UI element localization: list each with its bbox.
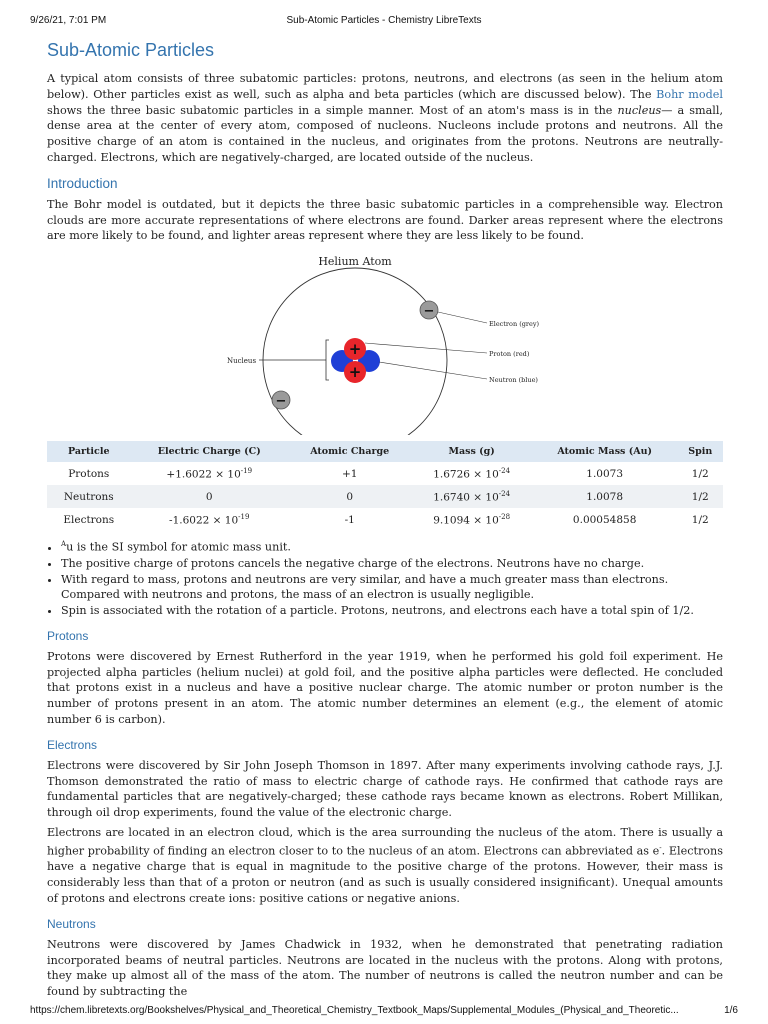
col-mass: Mass (g)	[411, 441, 531, 462]
mass-base: 9.1094 × 10	[433, 514, 499, 527]
intro-text-1: A typical atom consists of three subatomic particles: protons, neutrons, and electrons (as seen in the helium atom below). Other particles exist as well, such as alpha and beta particles (which are discussed below). The	[47, 72, 723, 101]
mass-base: 1.6740 × 10	[433, 491, 499, 504]
cell-electric-charge	[131, 508, 288, 531]
list-item	[61, 537, 723, 556]
cell-particle: Electrons	[63, 513, 115, 526]
cell-spin: 1/2	[677, 485, 723, 508]
protons-heading: Protons	[47, 628, 89, 643]
electron-pointer	[438, 312, 487, 323]
cell-particle: Protons	[68, 467, 110, 480]
electrons-heading: Electrons	[47, 737, 98, 752]
electron-symbol-sup: -	[659, 843, 662, 852]
label-electron: Electron (grey)	[489, 320, 540, 329]
proton-top-sign: +	[348, 340, 362, 359]
cell-spin: 1/2	[691, 513, 709, 526]
neutrons-heading: Neutrons	[47, 916, 96, 931]
page-title: Sub-Atomic Particles	[47, 40, 215, 60]
col-particle: Particle	[47, 441, 131, 462]
charge-base: +1.6022 × 10	[166, 468, 241, 481]
print-header	[0, 0, 768, 40]
intro-emph: nucleus	[617, 103, 662, 117]
table-header-row	[47, 441, 723, 462]
label-neutron: Neutron (blue)	[489, 376, 538, 385]
table-row	[47, 485, 723, 508]
proton-bottom-sign: +	[348, 363, 362, 382]
cell-atomic-mass: 1.0078	[532, 485, 678, 508]
col-atomic-charge: Atomic Charge	[288, 441, 411, 462]
electron-top-sign: −	[423, 304, 435, 320]
protons-paragraph: Protons were discovered by Ernest Rutherford in the year 1919, when he performed his gold foil experiment. He projected alpha particles (helium nuclei) at gold foil, and the positive alpha particles were deflected. He concluded that protons exist in a nucleus and have a positive nuclear charge. The atomic number or proton number is the number of protons present in an atom. The atomic number determines an element (e.g., the element of atomic number 6 is carbon).	[47, 649, 723, 727]
table-row	[47, 462, 723, 485]
introduction-paragraph: The Bohr model is outdated, but it depicts the three basic subatomic particles in a comprehensible way. Electron clouds are more accurate representations of where electrons are found. Darker areas represent where the electrons are more likely to be found, and lighter areas represent where they are less likely to be found.	[47, 197, 723, 243]
list-item: • Spin is associated with the rotation of a particle. Protons, neutrons, and electrons each have a total spin of 1/2.	[61, 603, 723, 619]
note-sup: A	[61, 540, 67, 549]
print-page-number: 1/6	[724, 1005, 738, 1016]
mass-exp: -24	[498, 489, 511, 498]
label-nucleus: Nucleus	[227, 357, 257, 366]
cell-atomic-charge: +1	[341, 467, 358, 480]
nucleus-bracket	[326, 340, 329, 380]
cell-mass	[411, 485, 531, 508]
notes-list	[61, 537, 723, 619]
cell-atomic-charge: 0	[288, 485, 411, 508]
print-url: https://chem.libretexts.org/Bookshelves/Physical_and_Theoretical_Chemistry_Textbook_Maps/Supplemental_Modules_(Physical_and_Theoretic...	[30, 1005, 679, 1016]
charge-exp: -19	[238, 512, 250, 521]
cell-electric-charge	[131, 462, 288, 485]
print-footer	[0, 1000, 768, 1024]
mass-exp: -24	[498, 466, 511, 475]
bohr-model-link[interactable]: Bohr model	[656, 87, 723, 101]
neutrons-paragraph: Neutrons were discovered by James Chadwick in 1932, when he demonstrated that penetrating radiation incorporated beams of neutral particles. Neutrons are located in the nucleus with the protons. Along with protons, they make up almost all of the mass of the atom. The number of neutrons is called the neutron number and can be found by subtracting the	[47, 937, 723, 999]
note-text: u is the SI symbol for atomic mass unit.	[66, 540, 291, 554]
cell-atomic-charge: -1	[344, 513, 355, 526]
label-proton: Proton (red)	[489, 350, 530, 359]
electrons-paragraph-2	[47, 825, 723, 907]
print-date: 9/26/21, 7:01 PM	[30, 15, 107, 26]
introduction-heading: Introduction	[47, 175, 118, 191]
intro-paragraph	[47, 71, 723, 166]
electrons-text-b: . Electrons have a negative charge that is equal in magnitude to the positive charge of the protons. However, their mass is considerably less than that of a proton or neutron (and as such is usually considered insignificant). Unequal amounts of protons and electrons create ions: positive cations or negative anions.	[47, 844, 723, 905]
cell-atomic-mass: 1.0073	[586, 467, 624, 480]
article-content	[47, 40, 723, 1004]
col-electric-charge: Electric Charge (C)	[131, 441, 288, 462]
charge-base: 0	[205, 490, 213, 503]
helium-atom-figure	[47, 250, 723, 435]
cell-atomic-mass: 0.00054858	[572, 513, 637, 526]
electrons-paragraph-1: Electrons were discovered by Sir John Joseph Thomson in 1897. After many experiments involving cathode rays, J.J. Thomson demonstrated the ratio of mass to electric charge of cathode rays. He confirmed that cathode rays are fundamental particles that are negatively-charged; these cathode rays became known as electrons. Robert Millikan, through oil drop experiments, found the value of the electronic charge.	[47, 758, 723, 820]
list-item: • The positive charge of protons cancels the negative charge of the electrons. Neutrons have no charge.	[61, 556, 723, 572]
cell-electric-charge	[131, 485, 288, 508]
intro-text-3: — a small, dense area at the center of every atom, composed of nucleons. Nucleons include protons and neutrons. All the positive charge of an atom is contained in the nucleus, and originates from the protons. Neutrons are neutrally-charged. Electrons, which are negatively-charged, are located outside of the nucleus.	[47, 103, 724, 164]
charge-exp: -19	[240, 466, 253, 475]
cell-particle: Neutrons	[47, 485, 131, 508]
col-atomic-mass: Atomic Mass (Au)	[532, 441, 678, 462]
mass-base: 1.6726 × 10	[433, 468, 499, 481]
cell-spin: 1/2	[691, 467, 709, 480]
cell-mass	[411, 462, 531, 485]
helium-atom-diagram	[47, 250, 723, 435]
list-item: • With regard to mass, protons and neutrons are very similar, and have a much greater mass than electrons. Compared with neutrons and protons, the mass of an electron is usually negligible.	[61, 572, 723, 604]
electron-bottom-sign: −	[275, 394, 287, 410]
particle-table	[47, 441, 723, 531]
intro-text-2: shows the three basic subatomic particles in a simple manner. Most of an atom's mass is in the	[47, 103, 618, 117]
print-title: Sub-Atomic Particles - Chemistry LibreTexts	[286, 15, 482, 26]
mass-exp: -28	[498, 512, 511, 521]
neutron-pointer	[379, 362, 487, 379]
col-spin: Spin	[677, 441, 723, 462]
proton-pointer	[365, 343, 487, 353]
electrons-text-a: Electrons are located in an electron cloud, which is the area surrounding the nucleus of the atom. There is usually a higher probability of finding an electron closer to to the nucleus of an atom. Electrons can abbreviated as e	[47, 826, 723, 858]
table-row	[47, 508, 723, 531]
cell-mass	[411, 508, 531, 531]
figure-title: Helium Atom	[318, 255, 392, 269]
charge-base: -1.6022 × 10	[169, 514, 239, 527]
